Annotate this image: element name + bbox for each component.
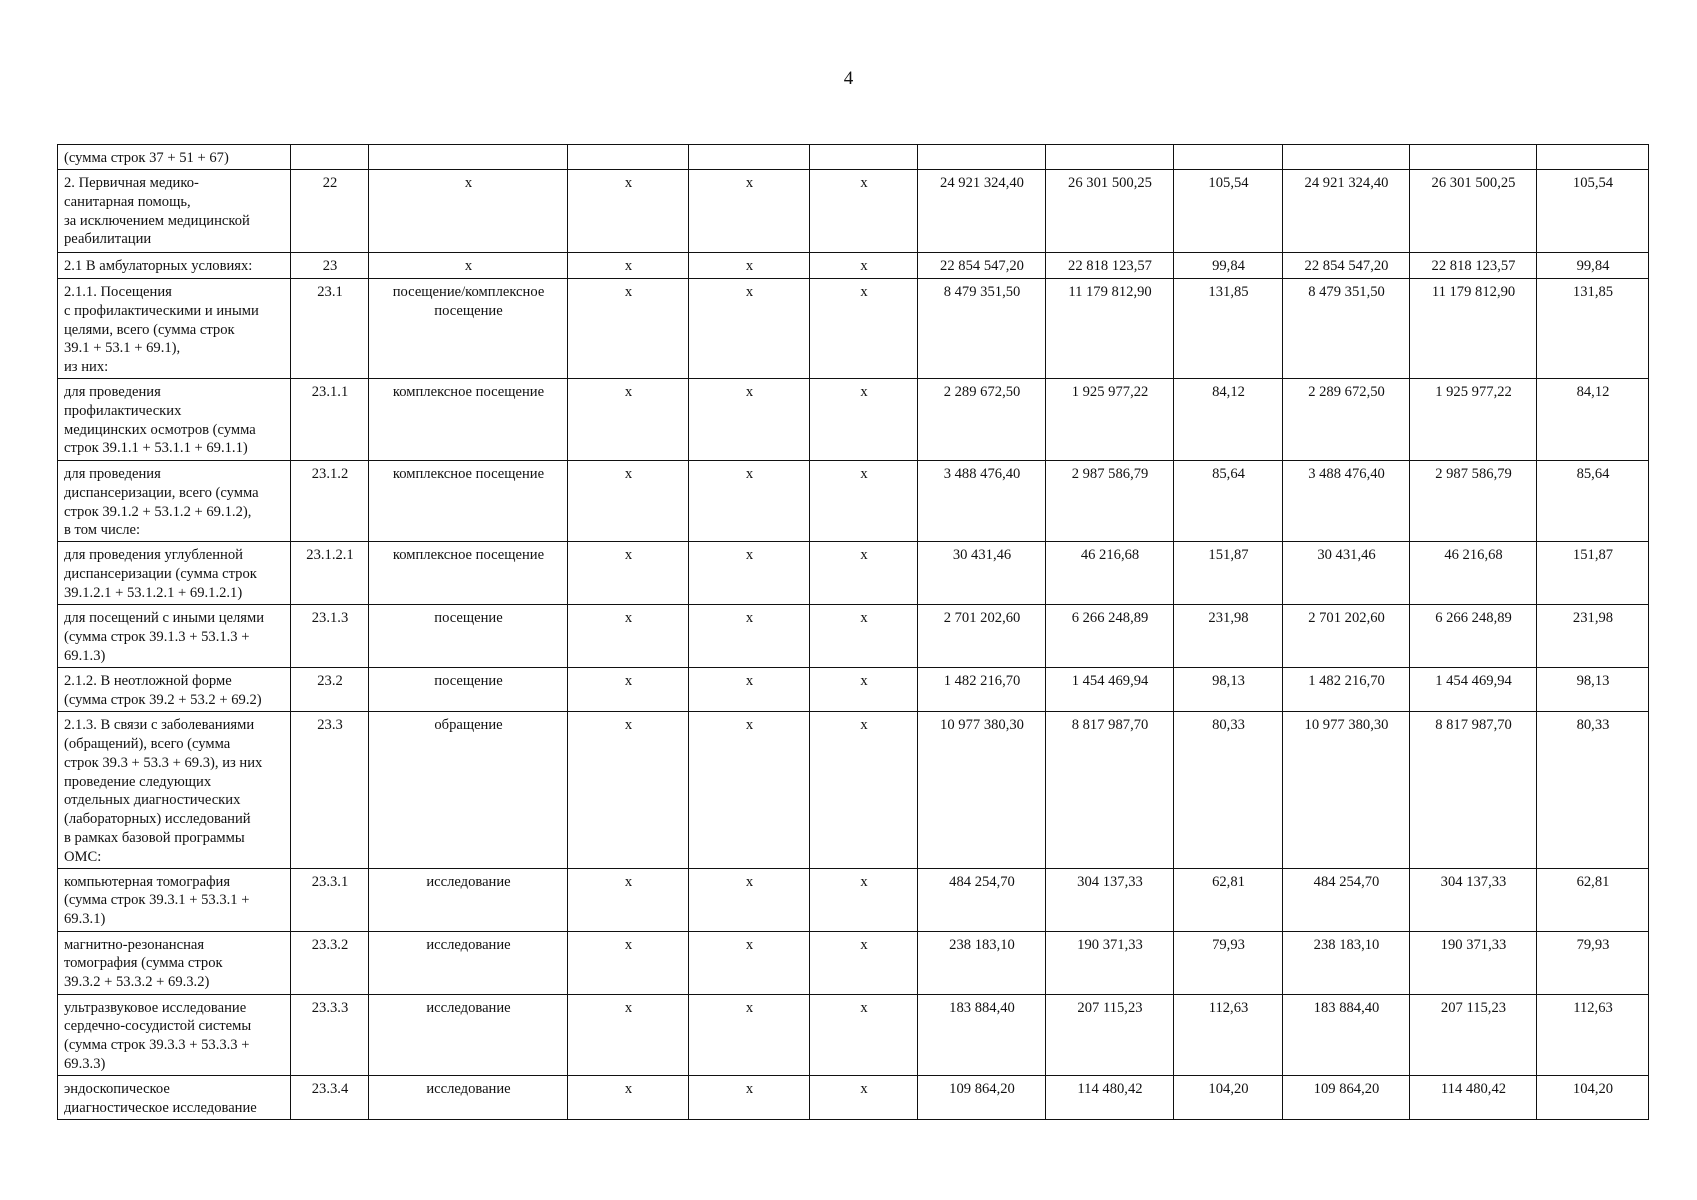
value-cell: 1 482 216,70 bbox=[918, 668, 1046, 712]
value-cell: 8 479 351,50 bbox=[1283, 279, 1410, 379]
row-name-cell: магнитно-резонансная томография (сумма строк 39.3.2 + 53.3.2 + 69.3.2) bbox=[58, 931, 291, 994]
table-row bbox=[58, 994, 1649, 1075]
value-cell: 22 854 547,20 bbox=[1283, 253, 1410, 279]
value-cell: 22 818 123,57 bbox=[1410, 253, 1537, 279]
table-row bbox=[58, 1075, 1649, 1119]
row-unit-cell bbox=[369, 145, 568, 170]
marker-cell bbox=[689, 145, 810, 170]
row-code-cell: 23.1.2.1 bbox=[291, 542, 369, 605]
table-row bbox=[58, 253, 1649, 279]
value-cell: 304 137,33 bbox=[1046, 868, 1174, 931]
row-code-cell: 23 bbox=[291, 253, 369, 279]
table-row bbox=[58, 542, 1649, 605]
table-row bbox=[58, 668, 1649, 712]
percent-cell: 104,20 bbox=[1537, 1075, 1649, 1119]
marker-cell: х bbox=[568, 668, 689, 712]
row-code-cell: 23.3.3 bbox=[291, 994, 369, 1075]
percent-cell: 84,12 bbox=[1174, 379, 1283, 461]
value-cell: 22 854 547,20 bbox=[918, 253, 1046, 279]
row-unit-cell: посещение bbox=[369, 605, 568, 668]
marker-cell: х bbox=[810, 1075, 918, 1119]
value-cell: 207 115,23 bbox=[1410, 994, 1537, 1075]
value-cell: 1 925 977,22 bbox=[1046, 379, 1174, 461]
marker-cell: х bbox=[810, 279, 918, 379]
percent-cell bbox=[1174, 145, 1283, 170]
marker-cell: х bbox=[689, 461, 810, 542]
marker-cell: х bbox=[689, 712, 810, 868]
row-name-cell: 2.1.1. Посещения с профилактическими и иными целями, всего (сумма строк 39.1 + 53.1 + 69.1), из них: bbox=[58, 279, 291, 379]
value-cell: 30 431,46 bbox=[1283, 542, 1410, 605]
row-unit-cell: комплексное посещение bbox=[369, 379, 568, 461]
table-row bbox=[58, 868, 1649, 931]
marker-cell: х bbox=[689, 542, 810, 605]
row-unit-cell: исследование bbox=[369, 994, 568, 1075]
value-cell: 6 266 248,89 bbox=[1410, 605, 1537, 668]
marker-cell: х bbox=[568, 868, 689, 931]
marker-cell: х bbox=[568, 605, 689, 668]
row-name-cell: 2.1.3. В связи с заболеваниями (обращений), всего (сумма строк 39.3 + 53.3 + 69.3), из них проведение следующих отдельных диагностических (лабораторных) исследований в рамках базовой программы ОМС: bbox=[58, 712, 291, 868]
row-name-cell: компьютерная томография (сумма строк 39.3.1 + 53.3.1 + 69.3.1) bbox=[58, 868, 291, 931]
marker-cell: х bbox=[689, 931, 810, 994]
row-name-cell: 2. Первичная медико- санитарная помощь, за исключением медицинской реабилитации bbox=[58, 170, 291, 253]
row-name-cell: эндоскопическое диагностическое исследование bbox=[58, 1075, 291, 1119]
row-unit-cell: исследование bbox=[369, 931, 568, 994]
value-cell: 109 864,20 bbox=[918, 1075, 1046, 1119]
percent-cell: 80,33 bbox=[1174, 712, 1283, 868]
percent-cell: 231,98 bbox=[1537, 605, 1649, 668]
row-code-cell: 22 bbox=[291, 170, 369, 253]
table-row bbox=[58, 379, 1649, 461]
row-unit-cell: обращение bbox=[369, 712, 568, 868]
value-cell: 2 289 672,50 bbox=[1283, 379, 1410, 461]
marker-cell: х bbox=[810, 253, 918, 279]
marker-cell: х bbox=[810, 461, 918, 542]
marker-cell: х bbox=[689, 668, 810, 712]
row-code-cell: 23.1.2 bbox=[291, 461, 369, 542]
value-cell: 238 183,10 bbox=[918, 931, 1046, 994]
value-cell: 1 454 469,94 bbox=[1410, 668, 1537, 712]
row-code-cell: 23.3.2 bbox=[291, 931, 369, 994]
row-name-cell: для посещений с иными целями (сумма строк 39.1.3 + 53.1.3 + 69.1.3) bbox=[58, 605, 291, 668]
percent-cell: 131,85 bbox=[1537, 279, 1649, 379]
value-cell: 1 454 469,94 bbox=[1046, 668, 1174, 712]
marker-cell: х bbox=[810, 170, 918, 253]
value-cell: 10 977 380,30 bbox=[918, 712, 1046, 868]
report-table-body bbox=[58, 145, 1649, 1120]
marker-cell: х bbox=[810, 868, 918, 931]
row-name-cell: 2.1 В амбулаторных условиях: bbox=[58, 253, 291, 279]
table-row bbox=[58, 170, 1649, 253]
value-cell: 183 884,40 bbox=[918, 994, 1046, 1075]
value-cell: 8 817 987,70 bbox=[1410, 712, 1537, 868]
percent-cell: 105,54 bbox=[1174, 170, 1283, 253]
percent-cell: 151,87 bbox=[1174, 542, 1283, 605]
value-cell: 3 488 476,40 bbox=[1283, 461, 1410, 542]
table-row bbox=[58, 461, 1649, 542]
value-cell: 11 179 812,90 bbox=[1410, 279, 1537, 379]
percent-cell: 79,93 bbox=[1537, 931, 1649, 994]
row-code-cell: 23.2 bbox=[291, 668, 369, 712]
marker-cell: х bbox=[810, 994, 918, 1075]
marker-cell: х bbox=[568, 170, 689, 253]
value-cell: 2 289 672,50 bbox=[918, 379, 1046, 461]
value-cell bbox=[1046, 145, 1174, 170]
value-cell: 8 479 351,50 bbox=[918, 279, 1046, 379]
value-cell: 304 137,33 bbox=[1410, 868, 1537, 931]
percent-cell: 62,81 bbox=[1537, 868, 1649, 931]
value-cell: 114 480,42 bbox=[1410, 1075, 1537, 1119]
row-name-cell: для проведения углубленной диспансеризации (сумма строк 39.1.2.1 + 53.1.2.1 + 69.1.2.1) bbox=[58, 542, 291, 605]
marker-cell: х bbox=[689, 868, 810, 931]
table-row bbox=[58, 145, 1649, 170]
value-cell: 190 371,33 bbox=[1046, 931, 1174, 994]
marker-cell: х bbox=[689, 379, 810, 461]
row-unit-cell: исследование bbox=[369, 1075, 568, 1119]
row-unit-cell: комплексное посещение bbox=[369, 461, 568, 542]
value-cell bbox=[1410, 145, 1537, 170]
value-cell: 6 266 248,89 bbox=[1046, 605, 1174, 668]
marker-cell: х bbox=[568, 279, 689, 379]
percent-cell: 231,98 bbox=[1174, 605, 1283, 668]
row-code-cell: 23.1.3 bbox=[291, 605, 369, 668]
page-number: 4 bbox=[843, 68, 854, 89]
marker-cell: х bbox=[810, 605, 918, 668]
value-cell bbox=[1283, 145, 1410, 170]
report-table bbox=[57, 144, 1649, 1120]
row-name-cell: ультразвуковое исследование сердечно-сосудистой системы (сумма строк 39.3.3 + 53.3.3 + 69.3.3) bbox=[58, 994, 291, 1075]
row-name-cell: 2.1.2. В неотложной форме (сумма строк 39.2 + 53.2 + 69.2) bbox=[58, 668, 291, 712]
percent-cell: 131,85 bbox=[1174, 279, 1283, 379]
value-cell: 2 987 586,79 bbox=[1046, 461, 1174, 542]
row-unit-cell: посещение bbox=[369, 668, 568, 712]
row-unit-cell: х bbox=[369, 170, 568, 253]
row-code-cell: 23.3 bbox=[291, 712, 369, 868]
percent-cell: 85,64 bbox=[1174, 461, 1283, 542]
value-cell: 46 216,68 bbox=[1046, 542, 1174, 605]
value-cell: 26 301 500,25 bbox=[1410, 170, 1537, 253]
value-cell: 207 115,23 bbox=[1046, 994, 1174, 1075]
row-code-cell bbox=[291, 145, 369, 170]
percent-cell: 112,63 bbox=[1174, 994, 1283, 1075]
marker-cell: х bbox=[568, 931, 689, 994]
percent-cell: 62,81 bbox=[1174, 868, 1283, 931]
row-name-cell: для проведения профилактических медицинских осмотров (сумма строк 39.1.1 + 53.1.1 + 69.1.1) bbox=[58, 379, 291, 461]
row-unit-cell: х bbox=[369, 253, 568, 279]
marker-cell: х bbox=[568, 712, 689, 868]
value-cell: 11 179 812,90 bbox=[1046, 279, 1174, 379]
value-cell: 1 482 216,70 bbox=[1283, 668, 1410, 712]
value-cell: 114 480,42 bbox=[1046, 1075, 1174, 1119]
row-unit-cell: комплексное посещение bbox=[369, 542, 568, 605]
marker-cell: х bbox=[568, 994, 689, 1075]
percent-cell: 98,13 bbox=[1174, 668, 1283, 712]
value-cell: 22 818 123,57 bbox=[1046, 253, 1174, 279]
row-unit-cell: посещение/комплексное посещение bbox=[369, 279, 568, 379]
row-code-cell: 23.3.1 bbox=[291, 868, 369, 931]
row-code-cell: 23.1.1 bbox=[291, 379, 369, 461]
value-cell: 24 921 324,40 bbox=[1283, 170, 1410, 253]
value-cell: 190 371,33 bbox=[1410, 931, 1537, 994]
marker-cell bbox=[568, 145, 689, 170]
value-cell: 24 921 324,40 bbox=[918, 170, 1046, 253]
value-cell: 2 701 202,60 bbox=[918, 605, 1046, 668]
value-cell: 3 488 476,40 bbox=[918, 461, 1046, 542]
marker-cell: х bbox=[689, 605, 810, 668]
percent-cell: 112,63 bbox=[1537, 994, 1649, 1075]
value-cell: 30 431,46 bbox=[918, 542, 1046, 605]
percent-cell: 79,93 bbox=[1174, 931, 1283, 994]
marker-cell: х bbox=[689, 170, 810, 253]
value-cell bbox=[918, 145, 1046, 170]
value-cell: 46 216,68 bbox=[1410, 542, 1537, 605]
marker-cell: х bbox=[689, 253, 810, 279]
marker-cell: х bbox=[689, 279, 810, 379]
row-code-cell: 23.3.4 bbox=[291, 1075, 369, 1119]
table-row bbox=[58, 279, 1649, 379]
marker-cell: х bbox=[810, 668, 918, 712]
marker-cell: х bbox=[568, 379, 689, 461]
table-row bbox=[58, 605, 1649, 668]
marker-cell bbox=[810, 145, 918, 170]
value-cell: 238 183,10 bbox=[1283, 931, 1410, 994]
percent-cell: 105,54 bbox=[1537, 170, 1649, 253]
marker-cell: х bbox=[568, 1075, 689, 1119]
table-row bbox=[58, 931, 1649, 994]
table-row bbox=[58, 712, 1649, 868]
marker-cell: х bbox=[568, 253, 689, 279]
percent-cell: 99,84 bbox=[1537, 253, 1649, 279]
value-cell: 484 254,70 bbox=[918, 868, 1046, 931]
marker-cell: х bbox=[689, 994, 810, 1075]
marker-cell: х bbox=[568, 461, 689, 542]
marker-cell: х bbox=[810, 712, 918, 868]
percent-cell: 98,13 bbox=[1537, 668, 1649, 712]
marker-cell: х bbox=[810, 931, 918, 994]
value-cell: 26 301 500,25 bbox=[1046, 170, 1174, 253]
percent-cell: 99,84 bbox=[1174, 253, 1283, 279]
value-cell: 8 817 987,70 bbox=[1046, 712, 1174, 868]
percent-cell: 85,64 bbox=[1537, 461, 1649, 542]
value-cell: 183 884,40 bbox=[1283, 994, 1410, 1075]
marker-cell: х bbox=[810, 542, 918, 605]
row-code-cell: 23.1 bbox=[291, 279, 369, 379]
percent-cell bbox=[1537, 145, 1649, 170]
value-cell: 109 864,20 bbox=[1283, 1075, 1410, 1119]
marker-cell: х bbox=[568, 542, 689, 605]
value-cell: 484 254,70 bbox=[1283, 868, 1410, 931]
marker-cell: х bbox=[810, 379, 918, 461]
value-cell: 2 701 202,60 bbox=[1283, 605, 1410, 668]
value-cell: 2 987 586,79 bbox=[1410, 461, 1537, 542]
row-unit-cell: исследование bbox=[369, 868, 568, 931]
value-cell: 10 977 380,30 bbox=[1283, 712, 1410, 868]
row-name-cell: для проведения диспансеризации, всего (сумма строк 39.1.2 + 53.1.2 + 69.1.2), в том числе: bbox=[58, 461, 291, 542]
row-name-cell: (сумма строк 37 + 51 + 67) bbox=[58, 145, 291, 170]
percent-cell: 104,20 bbox=[1174, 1075, 1283, 1119]
value-cell: 1 925 977,22 bbox=[1410, 379, 1537, 461]
percent-cell: 80,33 bbox=[1537, 712, 1649, 868]
marker-cell: х bbox=[689, 1075, 810, 1119]
percent-cell: 151,87 bbox=[1537, 542, 1649, 605]
percent-cell: 84,12 bbox=[1537, 379, 1649, 461]
